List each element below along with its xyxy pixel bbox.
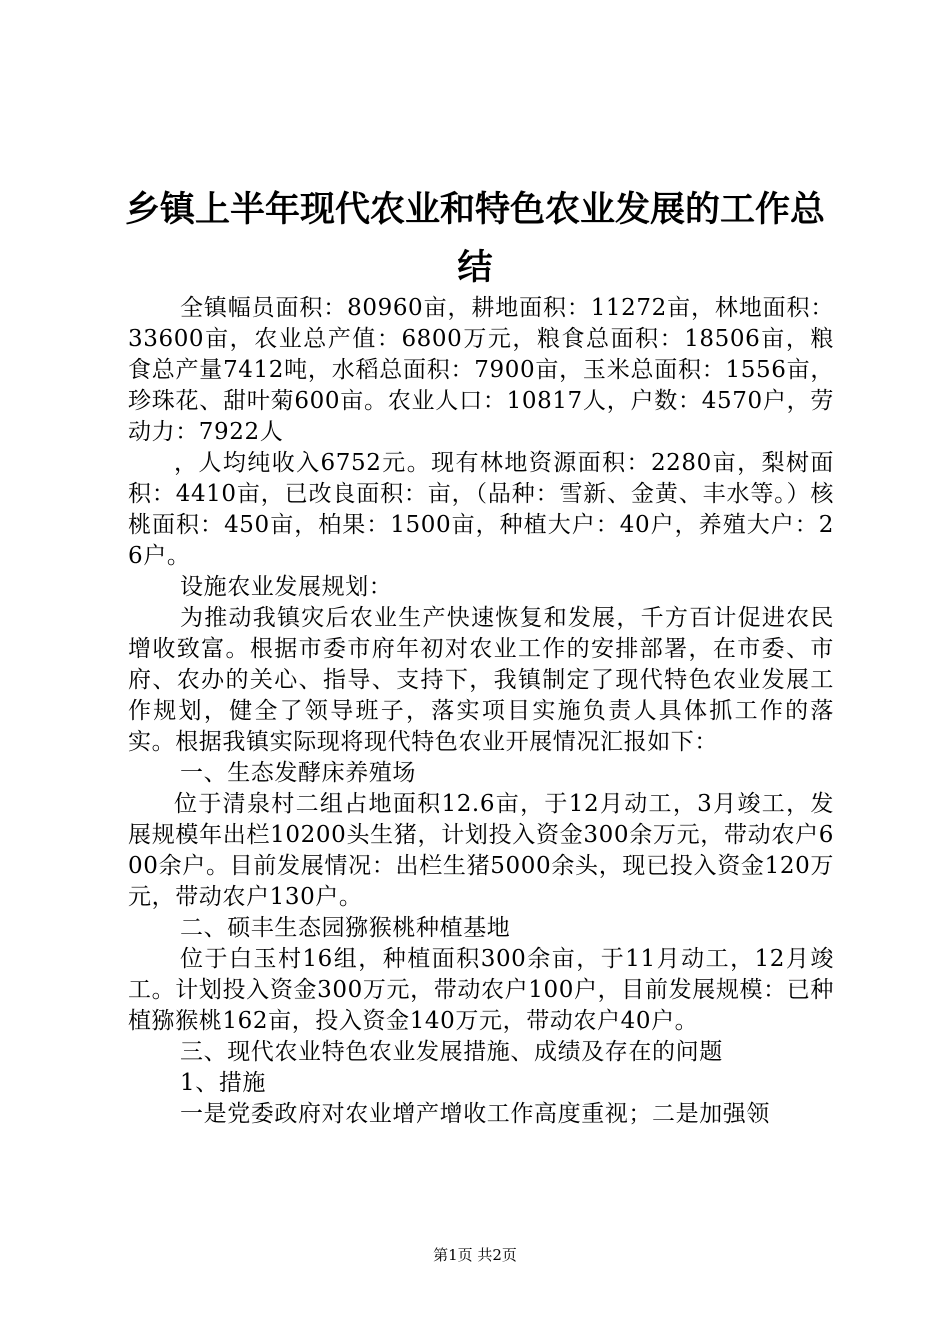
heading-measures: 1、措施 bbox=[180, 1070, 267, 1096]
paragraph-measures: 一是党委政府对农业增产增收工作高度重视；二是加强领 bbox=[180, 1101, 770, 1127]
paragraph-section-1: 位于清泉村二组占地面积12.6亩，于12月动工，3月竣工，发展规模年出栏10200头生猪，计划投入资金300余万元，带动农户600余户。目前发展情况：出栏生猪5000余头，现已投入资金120万元，带动农户130户。 bbox=[128, 791, 834, 910]
heading-facility-plan: 设施农业发展规划： bbox=[180, 574, 393, 600]
paragraph-statistics: 全镇幅员面积：80960亩，耕地面积：11272亩，林地面积：33600亩，农业总产值：6800万元，粮食总面积：18506亩，粮食总产量7412吨，水稻总面积：7900亩，玉米总面积：1556亩，珍珠花、甜叶菊600亩。农业人口：10817人，户数：4570户，劳动力：7922人 bbox=[128, 295, 834, 445]
heading-section-2: 二、硕丰生态园猕猴桃种植基地 bbox=[180, 915, 511, 941]
page-number-footer: 第1页 共2页 bbox=[433, 1246, 517, 1264]
heading-section-3: 三、现代农业特色农业发展措施、成绩及存在的问题 bbox=[180, 1039, 723, 1065]
paragraph-section-2: 位于白玉村16组，种植面积300余亩，于11月动工，12月竣工。计划投入资金300万元，带动农户100户，目前发展规模：已种植猕猴桃162亩，投入资金140万元，带动农户40户。 bbox=[128, 946, 834, 1034]
heading-section-1: 一、生态发酵床养殖场 bbox=[180, 760, 416, 786]
document-body bbox=[128, 293, 834, 1130]
document-title-line-1: 乡镇上半年现代农业和特色农业发展的工作总 bbox=[124, 190, 825, 230]
document-title-line-2: 结 bbox=[457, 248, 493, 288]
paragraph-statistics-continued: ，人均纯收入6752元。现有林地资源面积：2280亩，梨树面积：4410亩，已改良面积：亩，（品种：雪新、金黄、丰水等。）核桃面积：450亩，柏果：1500亩，种植大户：40户，养殖大户：26户。 bbox=[128, 450, 834, 569]
paragraph-introduction: 为推动我镇灾后农业生产快速恢复和发展，千方百计促进农民增收致富。根据市委市府年初对农业工作的安排部署，在市委、市府、农办的关心、指导、支持下，我镇制定了现代特色农业发展工作规划，健全了领导班子，落实项目实施负责人具体抓工作的落实。根据我镇实际现将现代特色农业开展情况汇报如下： bbox=[128, 605, 834, 755]
